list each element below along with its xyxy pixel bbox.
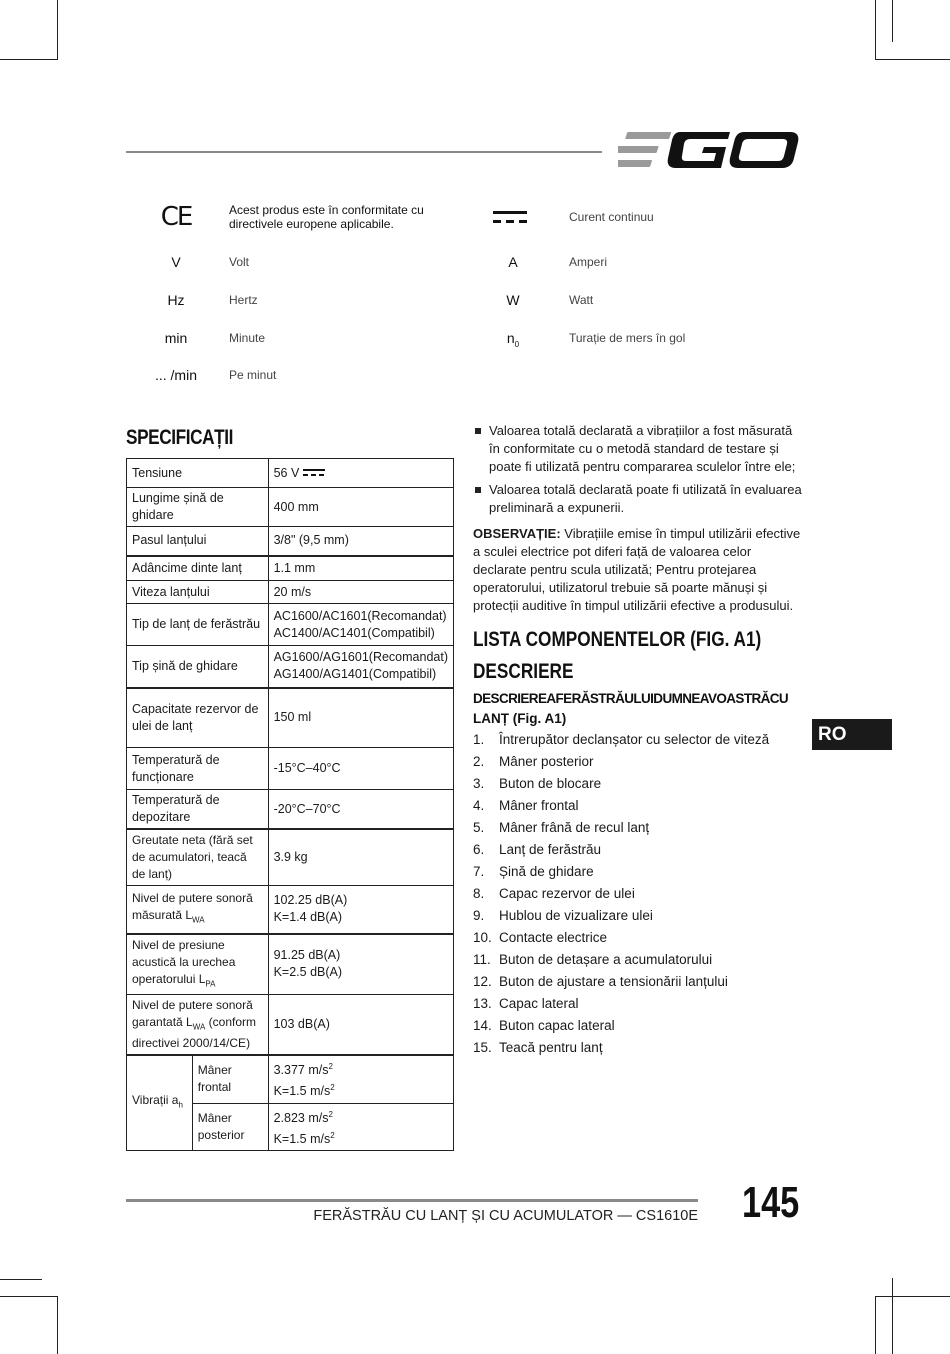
list-item (473, 795, 803, 817)
list-item (473, 729, 803, 751)
list-item (473, 861, 803, 883)
spec-value: 400 mm (268, 488, 453, 527)
list-item-number: 1. (473, 732, 485, 747)
table-row (127, 994, 454, 1055)
list-item (473, 773, 803, 795)
crop-mark (0, 1296, 58, 1297)
spec-label: Tip de lanț de ferăstrău (127, 604, 269, 646)
desc-minute: Minute (229, 331, 266, 345)
symbol-watt: W (506, 292, 520, 308)
crop-mark (0, 1279, 42, 1280)
footer-rule (126, 1199, 698, 1202)
list-item (473, 883, 803, 905)
spec-label: Lungime șină de ghidare (127, 488, 269, 527)
symbol-ampere: A (508, 254, 518, 270)
table-row (127, 790, 454, 830)
spec-label: Nivel de putere sonoră măsurată $L_{WA}$ (127, 886, 269, 934)
footer-title: FERĂSTRĂU CU LANȚ ȘI CU ACUMULATOR — CS1610E (313, 1208, 698, 1224)
description-title: DESCRIERE (473, 660, 574, 683)
spec-value: -15°C–40°C (268, 748, 453, 790)
ce-mark: CE (160, 202, 192, 232)
list-item-number: 14. (473, 1018, 492, 1033)
crop-mark (892, 0, 893, 42)
list-item-text: Teacă pentru lanț (499, 1040, 603, 1055)
list-item-text: Buton capac lateral (499, 1018, 615, 1033)
components-list (473, 729, 803, 1059)
bullet-square-icon (475, 428, 481, 434)
desc-watt: Watt (569, 293, 594, 307)
list-item-text: Buton de detașare a acumulatorului (499, 952, 713, 967)
list-item-number: 3. (473, 776, 485, 791)
crop-mark (875, 0, 876, 60)
spec-value: 1.1 mm (268, 556, 453, 581)
crop-mark (57, 0, 58, 60)
list-item-number: 15. (473, 1040, 492, 1055)
page-number: 145 (742, 1178, 800, 1227)
list-item-number: 10. (473, 930, 492, 945)
spec-sublabel: Mâner frontal (192, 1055, 268, 1103)
spec-value: 2.823 $m/s^2$ K=1.5 $m/s^2$ (268, 1103, 453, 1150)
ce-description: Acest produs este în conformitate cu directivele europene aplicabile. (229, 203, 424, 231)
vibration-label: Vibrații $a_h$ (127, 1055, 193, 1150)
spec-value: AC1600/AC1601(Recomandat) AC1400/AC1401(Compatibil) (268, 604, 453, 646)
spec-label: Nivel de presiune acustică la urechea operatorului $L_{PA}$ (127, 934, 269, 995)
table-row (127, 646, 454, 688)
bullet-square-icon (475, 487, 481, 493)
list-item-text: Șină de ghidare (499, 864, 594, 879)
spec-value: 3.377 $m/s^2$ K=1.5 $m/s^2$ (268, 1055, 453, 1103)
spec-sublabel: Mâner posterior (192, 1103, 268, 1150)
symbol-volt: V (171, 254, 181, 270)
list-item-number: 12. (473, 974, 492, 989)
list-item-text: Întrerupător declanșator cu selector de viteză (499, 732, 770, 747)
list-item-number: 4. (473, 798, 485, 813)
desc-dc-current: Curent continuu (569, 210, 654, 224)
specifications-table (126, 458, 454, 1151)
table-row (127, 527, 454, 556)
right-column (473, 422, 803, 1059)
list-item (473, 949, 803, 971)
list-item-text: Mâner frână de recul lanț (499, 820, 650, 835)
list-item-text: Lanț de ferăstrău (499, 842, 602, 857)
spec-label: Temperatură de depozitare (127, 790, 269, 830)
ego-logo (618, 130, 800, 170)
list-item (473, 905, 803, 927)
list-item (473, 751, 803, 773)
list-item-number: 9. (473, 908, 485, 923)
language-badge: RO (812, 719, 892, 750)
crop-mark (875, 59, 950, 60)
table-row (127, 688, 454, 748)
spec-label: Adâncime dinte lanț (127, 556, 269, 581)
list-item (473, 1015, 803, 1037)
list-item (473, 927, 803, 949)
dc-current-icon (492, 209, 528, 227)
spec-value: 20 m/s (268, 581, 453, 604)
symbol-minute: min (164, 330, 188, 346)
crop-mark (875, 1296, 950, 1297)
list-item (473, 817, 803, 839)
table-row (127, 556, 454, 581)
table-row (127, 886, 454, 934)
symbol-hertz: Hz (167, 292, 185, 308)
list-item-number: 6. (473, 842, 485, 857)
spec-value: 102.25 dB(A) K=1.4 dB(A) (268, 886, 453, 934)
spec-value: 150 ml (268, 688, 453, 748)
crop-mark (892, 1278, 893, 1354)
spec-value: -20°C–70°C (268, 790, 453, 830)
dc-current-icon (303, 468, 325, 478)
list-item-number: 2. (473, 754, 485, 769)
table-row (127, 604, 454, 646)
spec-value: AG1600/AG1601(Recomandat) AG1400/AG1401(Compatibil) (268, 646, 453, 688)
spec-label: Tip șină de ghidare (127, 646, 269, 688)
list-item: Valoarea totală declarată poate fi utilizată în evaluarea preliminară a expunerii. (473, 481, 803, 517)
list-item-text: Buton de ajustare a tensionării lanțului (499, 974, 728, 989)
list-item-text: Buton de blocare (499, 776, 602, 791)
header-rule (126, 151, 602, 153)
spec-label: Nivel de putere sonoră garantată $L_{WA}$ (conform directivei 2000/14/CE) (127, 994, 269, 1055)
table-row (127, 581, 454, 604)
spec-value: 3.9 kg (268, 829, 453, 886)
spec-value: 103 dB(A) (268, 994, 453, 1055)
list-item-number: 13. (473, 996, 492, 1011)
desc-per-minute: Pe minut (229, 368, 277, 382)
list-item (473, 993, 803, 1015)
list-item-text: Capac rezervor de ulei (499, 886, 635, 901)
list-item-number: 7. (473, 864, 485, 879)
spec-label: Tensiune (127, 459, 269, 488)
list-item-text: Mâner frontal (499, 798, 579, 813)
desc-hertz: Hertz (229, 293, 258, 307)
list-item (473, 971, 803, 993)
table-row (127, 1055, 454, 1103)
spec-value: 56 V (268, 459, 453, 488)
spec-label: Capacitate rezervor de ulei de lanț (127, 688, 269, 748)
note-paragraph: OBSERVAȚIE: Vibrațiile emise în timpul utilizării efective a sculei electrice pot diferi față de valoarea celor declarate pentru scula utilizată; Pentru protejarea operatorului, utilizatorul trebuie să poarte mănuși și protecții auditive în timpul utilizării efective a produsului. (473, 526, 801, 613)
spec-value: 3/8" (9,5 mm) (268, 527, 453, 556)
table-row (127, 459, 454, 488)
description-subtitle: DESCRIEREAFERĂSTRĂULUIDUMNEAVOASTRĂCU LANȚ (Fig. A1) (473, 691, 789, 726)
symbol-per-minute: ... /min (154, 367, 197, 383)
desc-volt: Volt (229, 255, 250, 269)
spec-label: Temperatură de funcționare (127, 748, 269, 790)
desc-no-load-speed: Turație de mers în gol (569, 331, 686, 345)
crop-mark (57, 1296, 58, 1354)
list-item-text: Contacte electrice (499, 930, 608, 945)
table-row (127, 934, 454, 995)
table-row (127, 829, 454, 886)
table-row (127, 748, 454, 790)
list-item-text: Hublou de vizualizare ulei (499, 908, 653, 923)
list-item-number: 5. (473, 820, 485, 835)
spec-value: 91.25 dB(A) K=2.5 dB(A) (268, 934, 453, 995)
desc-ampere: Amperi (569, 255, 608, 269)
spec-label: Viteza lanțului (127, 581, 269, 604)
list-item: Valoarea totală declarată a vibrațiilor a fost măsurată în conformitate cu o metodă standard de testare și poate fi utilizată pentru compararea sculelor între ele; (473, 422, 803, 476)
crop-mark (0, 59, 58, 60)
spec-label: Pasul lanțului (127, 527, 269, 556)
specifications-title: SPECIFICAȚII (126, 426, 234, 449)
list-item-number: 8. (473, 886, 485, 901)
list-item-text: Mâner posterior (499, 754, 594, 769)
list-item-text: Capac lateral (499, 996, 579, 1011)
list-item (473, 1037, 803, 1059)
spec-label: Greutate neta (fără set de acumulatori, teacă de lanț) (127, 829, 269, 886)
components-title: LISTA COMPONENTELOR (FIG. A1) (473, 628, 762, 651)
list-item (473, 839, 803, 861)
crop-mark (875, 1296, 876, 1354)
list-item-number: 11. (473, 952, 491, 967)
table-row (127, 488, 454, 527)
symbol-no-load-speed: $n_0$ (506, 330, 520, 349)
